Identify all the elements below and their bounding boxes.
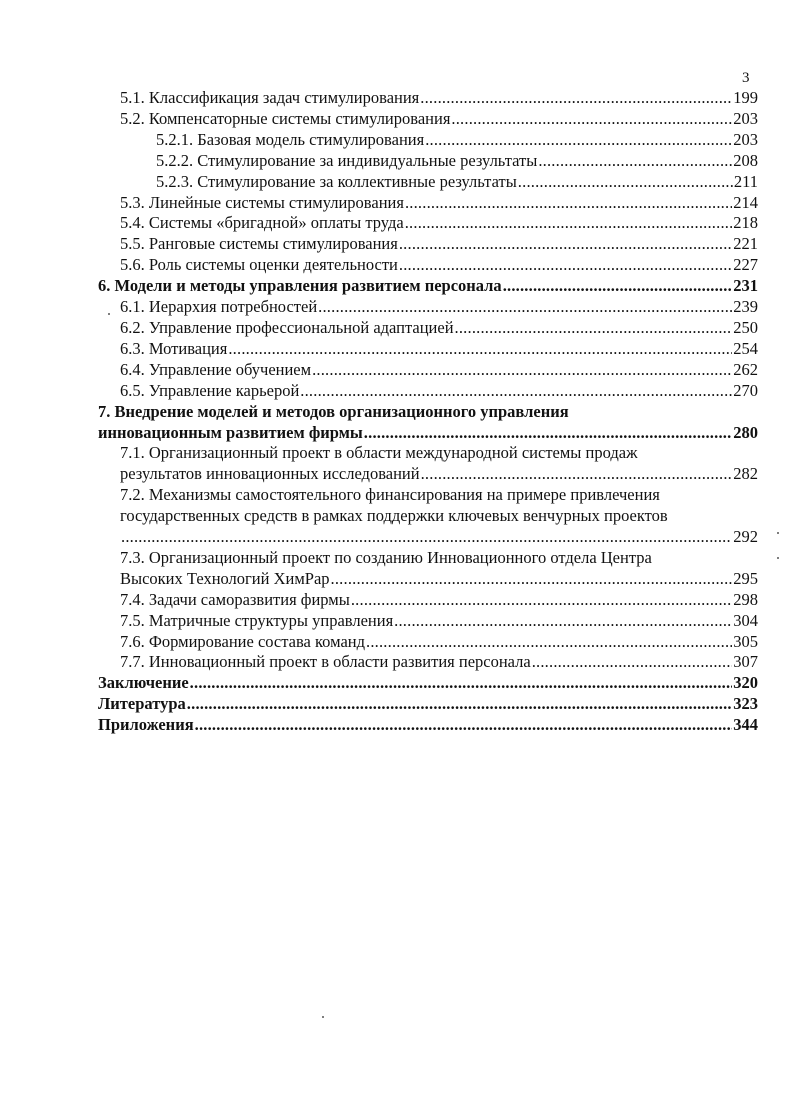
toc-entry-7-6 — [98, 632, 758, 653]
toc-entry-title: 5.2.2. Стимулирование за индивидуальные результаты — [156, 150, 538, 170]
dot-leader — [195, 715, 733, 736]
dot-leader — [366, 632, 732, 653]
toc-entry-page: 270 — [733, 380, 758, 400]
toc-entry-5-6 — [98, 255, 758, 276]
toc-entry-page: 320 — [733, 673, 758, 693]
dot-leader — [420, 88, 732, 109]
dot-leader — [405, 193, 732, 214]
toc-entry-last-line — [98, 423, 758, 444]
toc-entry-title: Приложения — [98, 715, 194, 735]
toc-entry-6-1 — [98, 297, 758, 318]
toc-entry-page: 282 — [733, 464, 758, 484]
page-number: 3 — [742, 70, 750, 86]
dot-leader — [300, 381, 732, 402]
dot-leader — [228, 339, 732, 360]
toc-entry-title-line-2: Высоких Технологий ХимРар — [120, 568, 330, 588]
dot-leader — [190, 673, 733, 694]
dot-leader — [394, 611, 732, 632]
toc-entry-last-line — [98, 569, 758, 590]
toc-entry-title: 7.7. Инновационный проект в области развития персонала — [120, 652, 531, 672]
toc-entry-last-line — [98, 464, 758, 485]
toc-entry-page: 323 — [733, 694, 758, 714]
toc-chapter-7 — [98, 402, 758, 444]
toc-entry-5-4 — [98, 213, 758, 234]
toc-entry-page: 254 — [733, 338, 758, 358]
dot-leader — [187, 694, 732, 715]
toc-entry-7-7 — [98, 652, 758, 673]
toc-entry-title: Заключение — [98, 673, 189, 693]
toc-entry-title: 6.5. Управление карьерой — [120, 380, 300, 400]
toc-entry-title: 5.6. Роль системы оценки деятельности — [120, 255, 398, 275]
dot-leader — [399, 234, 732, 255]
dot-leader — [538, 151, 732, 172]
toc-entry-5-2 — [98, 109, 758, 130]
toc-entry-5-5 — [98, 234, 758, 255]
dot-leader — [421, 464, 733, 485]
toc-entry-title-line-2: инновационным развитием фирмы — [98, 422, 363, 442]
toc-entry-title: 5.5. Ранговые системы стимулирования — [120, 234, 398, 254]
dot-leader — [455, 318, 733, 339]
toc-entry-7-5 — [98, 611, 758, 632]
toc-entry-page: 221 — [733, 234, 758, 254]
toc-literature — [98, 694, 758, 715]
toc-entry-7-1 — [98, 443, 758, 485]
toc-entry-title-line-1: 7.3. Организационный проект по созданию Инновационного отдела Центра — [120, 547, 652, 567]
dot-leader — [351, 590, 732, 611]
toc-entry-title: 5.4. Системы «бригадной» оплаты труда — [120, 213, 404, 233]
toc-entry-title: 6.2. Управление профессиональной адаптацией — [120, 317, 454, 337]
toc-appendices — [98, 715, 758, 736]
toc-entry-title-line-1: 7.1. Организационный проект в области международной системы продаж — [120, 443, 638, 463]
toc-entry-5-3 — [98, 193, 758, 214]
toc-entry-page: 262 — [733, 359, 758, 379]
scan-speck — [322, 1016, 324, 1018]
scan-speck — [777, 557, 779, 559]
toc-entry-page: 298 — [733, 589, 758, 609]
toc-entry-last-line — [98, 527, 758, 548]
dot-leader — [532, 652, 733, 673]
toc-entry-title: 5.2. Компенсаторные системы стимулирования — [120, 108, 451, 128]
toc-entry-5-2-3 — [98, 172, 758, 193]
toc-entry-title: Литература — [98, 694, 186, 714]
toc-entry-title: 5.3. Линейные системы стимулирования — [120, 192, 404, 212]
toc-entry-title-line-2: государственных средств в рамках поддержки ключевых венчурных проектов — [120, 506, 668, 526]
toc-entry-page: 295 — [733, 568, 758, 588]
scan-speck — [108, 313, 110, 315]
toc-entry-title: 6. Модели и методы управления развитием персонала — [98, 276, 502, 296]
dot-leader — [364, 423, 732, 444]
dot-leader — [425, 130, 732, 151]
toc-chapter-6 — [98, 276, 758, 297]
toc-entry-page: 307 — [733, 652, 758, 672]
toc-entry-6-3 — [98, 339, 758, 360]
dot-leader — [318, 297, 732, 318]
dot-leader — [331, 569, 733, 590]
toc-entry-page: 250 — [733, 317, 758, 337]
toc-entry-title: 5.2.3. Стимулирование за коллективные результаты — [156, 171, 517, 191]
table-of-contents — [98, 88, 758, 736]
dot-leader — [518, 172, 733, 193]
toc-entry-6-4 — [98, 360, 758, 381]
toc-entry-page: 203 — [733, 129, 758, 149]
toc-entry-page: 199 — [733, 88, 758, 107]
toc-entry-title: 5.1. Классификация задач стимулирования — [120, 88, 420, 107]
dot-leader — [451, 109, 732, 130]
toc-entry-title: 6.3. Мотивация — [120, 338, 228, 358]
toc-entry-title: 5.2.1. Базовая модель стимулирования — [156, 129, 425, 149]
toc-entry-page: 211 — [733, 171, 758, 191]
toc-entry-title-line-1: 7. Внедрение моделей и методов организационного управления — [98, 401, 569, 421]
toc-entry-page: 203 — [733, 108, 758, 128]
toc-entry-5-2-2 — [98, 151, 758, 172]
toc-entry-title-line-1: 7.2. Механизмы самостоятельного финансирования на примере привлечения — [120, 485, 660, 505]
toc-entry-page: 305 — [733, 631, 758, 651]
toc-entry-title: 7.6. Формирование состава команд — [120, 631, 365, 651]
dot-leader — [399, 255, 732, 276]
toc-entry-5-2-1 — [98, 130, 758, 151]
toc-entry-5-1 — [98, 88, 758, 109]
toc-entry-page: 239 — [733, 297, 758, 317]
dot-leader — [312, 360, 732, 381]
toc-entry-page: 292 — [733, 527, 758, 547]
toc-entry-6-5 — [98, 381, 758, 402]
toc-entry-7-4 — [98, 590, 758, 611]
dot-leader — [503, 276, 733, 297]
toc-entry-title-line-2: результатов инновационных исследований — [120, 464, 420, 484]
scan-speck — [777, 532, 779, 534]
toc-entry-page: 304 — [733, 610, 758, 630]
toc-entry-page: 344 — [733, 715, 758, 735]
toc-entry-7-3 — [98, 548, 758, 590]
toc-entry-title: 7.4. Задачи саморазвития фирмы — [120, 589, 350, 609]
dot-leader — [405, 213, 733, 234]
toc-entry-page: 227 — [733, 255, 758, 275]
toc-entry-page: 218 — [733, 213, 758, 233]
toc-entry-title: 6.4. Управление обучением — [120, 359, 312, 379]
toc-entry-page: 280 — [733, 422, 758, 442]
toc-entry-7-2 — [98, 485, 758, 548]
toc-entry-title: 6.1. Иерархия потребностей — [120, 297, 318, 317]
dot-leader — [121, 527, 732, 548]
toc-entry-page: 208 — [733, 150, 758, 170]
toc-entry-page: 231 — [733, 276, 758, 296]
toc-entry-title: 7.5. Матричные структуры управления — [120, 610, 394, 630]
toc-entry-page: 214 — [733, 192, 758, 212]
toc-conclusion — [98, 673, 758, 694]
toc-entry-6-2 — [98, 318, 758, 339]
